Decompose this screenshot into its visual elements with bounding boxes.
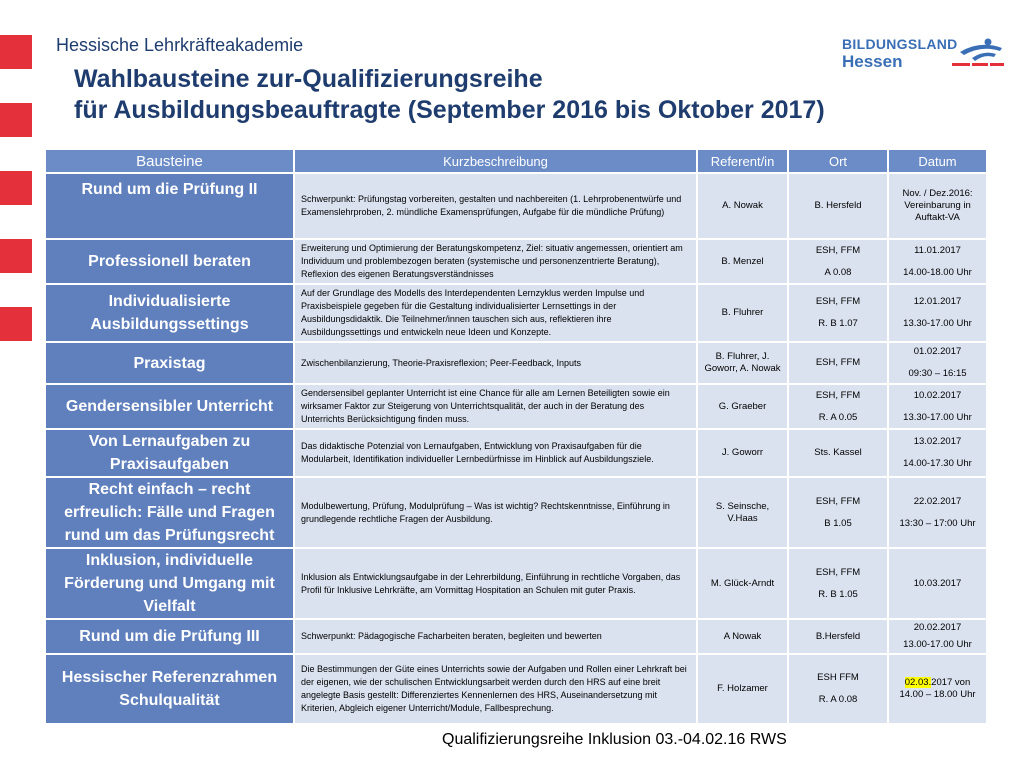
row-datum (888, 654, 987, 724)
row-ort: ESH, FFM (788, 342, 888, 384)
datum-line-1: 12.01.2017 (913, 296, 962, 307)
datum-line-2: 13.30-17.00 Uhr (903, 318, 972, 329)
row-datum (888, 342, 987, 384)
ort-line-1: ESH FFM (817, 672, 859, 683)
bildungsland-logo (842, 36, 1006, 72)
table-row (45, 429, 987, 477)
ort-line-2: R. B 1.05 (818, 588, 858, 600)
header-bausteine: Bausteine (45, 149, 294, 173)
row-ort (788, 477, 888, 548)
decor-block-3 (0, 171, 32, 205)
row-name: Rund um die Prüfung III (45, 619, 294, 654)
logo-line-1: BILDUNGSLAND (842, 36, 958, 52)
table-row (45, 173, 987, 239)
row-datum: Nov. / Dez.2016: Vereinbarung in Auftakt-VA (888, 173, 987, 239)
decor-block-1 (0, 35, 32, 69)
datum-line-1: 22.02.2017 (913, 495, 962, 507)
row-datum (888, 429, 987, 477)
ort-line-2: B 1.05 (824, 517, 852, 529)
header-ort: Ort (788, 149, 888, 173)
header-referent: Referent/in (697, 149, 788, 173)
header-datum: Datum (888, 149, 987, 173)
datum-line-1: 10.02.2017 (913, 389, 962, 401)
row-datum (888, 619, 987, 654)
row-ort: Sts. Kassel (788, 429, 888, 477)
row-referent: B. Fluhrer, J. Goworr, A. Nowak (697, 342, 788, 384)
datum-line-1: 20.02.2017 (913, 622, 962, 633)
row-referent: F. Holzamer (697, 654, 788, 724)
row-ort (788, 548, 888, 619)
decor-block-5 (0, 307, 32, 341)
datum-highlight: 02.03. (904, 677, 932, 688)
row-ort (788, 284, 888, 342)
table-row (45, 284, 987, 342)
header-kurzbeschreibung: Kurzbeschreibung (294, 149, 697, 173)
row-name: Individualisierte Ausbildungssettings (45, 284, 294, 342)
ort-line-1: ESH, FFM (815, 495, 861, 507)
ort-line-2: R. B 1.07 (818, 318, 858, 329)
row-referent: A. Nowak (697, 173, 788, 239)
table-row (45, 654, 987, 724)
table-row (45, 548, 987, 619)
logo-line-2: Hessen (842, 52, 903, 71)
table-row (45, 342, 987, 384)
row-name: Gendersensibler Unterricht (45, 384, 294, 429)
row-description: Schwerpunkt: Pädagogische Facharbeiten beraten, begleiten und bewerten (294, 619, 697, 654)
row-datum (888, 239, 987, 284)
title-line-2: für Ausbildungsbeauftragte (September 2016 bis Oktober 2017) (74, 96, 825, 124)
datum-line-2: 09:30 – 16:15 (908, 368, 967, 379)
ort-line-1: ESH, FFM (815, 389, 861, 401)
ort-line-1: ESH, FFM (815, 296, 861, 307)
datum-line-1: 11.01.2017 (914, 244, 961, 256)
row-datum (888, 477, 987, 548)
row-name: Von Lernaufgaben zu Praxisaufgaben (45, 429, 294, 477)
row-description: Inklusion als Entwicklungsaufgabe in der Lehrerbildung, Einführung in rechtliche Vorgaben, das Profil für Inklusive Lehrkräfte, am Vormittag Hospitation an Schulen mit guter Praxis. (294, 548, 697, 619)
row-name: Praxistag (45, 342, 294, 384)
datum-line-2: 13.00-17.00 Uhr (903, 639, 972, 650)
decor-block-4 (0, 239, 32, 273)
row-referent: S. Seinsche, V.Haas (697, 477, 788, 548)
datum-line-1: 13.02.2017 (913, 436, 962, 447)
row-ort: B. Hersfeld (788, 173, 888, 239)
row-referent: J. Goworr (697, 429, 788, 477)
row-name: Inklusion, individuelle Förderung und Umgang mit Vielfalt (45, 548, 294, 619)
datum-line-2: 14.00-17.30 Uhr (903, 458, 972, 469)
row-datum (888, 384, 987, 429)
logo-figure-icon (952, 36, 1006, 72)
row-referent: M. Glück-Arndt (697, 548, 788, 619)
table-row (45, 477, 987, 548)
row-description: Erweiterung und Optimierung der Beratungskompetenz, Ziel: situativ angemessen, orientiert am Individuum und problembezogen beraten (systemische und personenzentrierte Beratung), Reflexion des eigenen Beratungsverständnisses (294, 239, 697, 284)
row-description: Schwerpunkt: Prüfungstag vorbereiten, gestalten und nachbereiten (1. Lehrprobenentwürfe und Examenslehrproben, 2. mündliche Examensprüfungen, Aufgabe für die mündliche Prüfung) (294, 173, 697, 239)
row-referent: A Nowak (697, 619, 788, 654)
row-description: Das didaktische Potenzial von Lernaufgaben, Entwicklung von Praxisaufgaben für die Modularbeit, Identifikation individueller Lernbedürfnisse im Hinblick auf Ausbildungsziele. (294, 429, 697, 477)
decor-block-2 (0, 103, 32, 137)
row-referent: B. Fluhrer (697, 284, 788, 342)
ort-line-2: A 0.08 (824, 266, 852, 278)
page-title (74, 64, 825, 126)
row-datum: 10.03.2017 (888, 548, 987, 619)
row-referent: G. Graeber (697, 384, 788, 429)
row-name: Hessischer Referenzrahmen Schulqualität (45, 654, 294, 724)
row-description: Modulbewertung, Prüfung, Modulprüfung – Was ist wichtig? Rechtskenntnisse, Einführung in grundlegende rechtliche Fragen der Ausbildung. (294, 477, 697, 548)
row-description: Auf der Grundlage des Modells des Interdependenten Lernzyklus werden Impulse und Praxisbeispiele gegeben für die Gestaltung individualisierter Lernsettings in der Ausbildungsdidaktik. Die Teilnehmer/innen tauschen sich aus, reflektieren ihre Ausbildungssettings und entwickeln neue Ideen und Konzepte. (294, 284, 697, 342)
row-name: Professionell beraten (45, 239, 294, 284)
row-description: Gendersensibel geplanter Unterricht ist eine Chance für alle am Lernen Beteiligten sowie ein wirksamer Faktor zur Steigerung von Unterrichtsqualität, der auch in der Beratung des Unterrichts Berücksichtigung finden muss. (294, 384, 697, 429)
datum-rest: 2017 von 14.00 – 18.00 Uhr (899, 677, 976, 700)
row-name: Rund um die Prüfung II (45, 173, 294, 239)
row-ort: B.Hersfeld (788, 619, 888, 654)
ort-line-1: ESH, FFM (815, 244, 861, 256)
row-ort (788, 239, 888, 284)
ort-line-2: R. A 0.05 (818, 411, 858, 423)
datum-line-2: 13:30 – 17:00 Uhr (899, 517, 976, 529)
row-ort (788, 654, 888, 724)
row-description: Die Bestimmungen der Güte eines Unterrichts sowie der Aufgaben und Rollen einer Lehrkraft bei der eigenen, wie der schulischen Entwicklungsarbeit werden durch den HRS auf eine breit angelegte Basis gestellt: Differenziertes Kennenlernen des HRS, Auseinandersetzung mit Kriterien, Abgleich eigener Unterricht/Module, Fallbesprechung. (294, 654, 697, 724)
ort-line-1: ESH, FFM (815, 566, 861, 578)
datum-line-2: 14.00-18.00 Uhr (903, 266, 972, 278)
title-line-1: Wahlbausteine zur-Qualifizierungsreihe (74, 65, 543, 93)
table-header-row (45, 149, 987, 173)
datum-line-1: 01.02.2017 (913, 346, 962, 357)
ort-line-2: R. A 0.08 (818, 694, 858, 705)
footer-text: Qualifizierungsreihe Inklusion 03.-04.02.16 RWS (442, 731, 787, 748)
row-ort (788, 384, 888, 429)
row-description: Zwischenbilanzierung, Theorie-Praxisreflexion; Peer-Feedback, Inputs (294, 342, 697, 384)
academy-name: Hessische Lehrkräfteakademie (56, 35, 304, 55)
row-referent: B. Menzel (697, 239, 788, 284)
datum-line-2: 13.30-17.00 Uhr (903, 411, 972, 423)
table-row (45, 619, 987, 654)
table-row (45, 384, 987, 429)
row-datum (888, 284, 987, 342)
row-name: Recht einfach – recht erfreulich: Fälle und Fragen rund um das Prüfungsrecht (45, 477, 294, 548)
table-row (45, 239, 987, 284)
course-table (44, 148, 988, 725)
